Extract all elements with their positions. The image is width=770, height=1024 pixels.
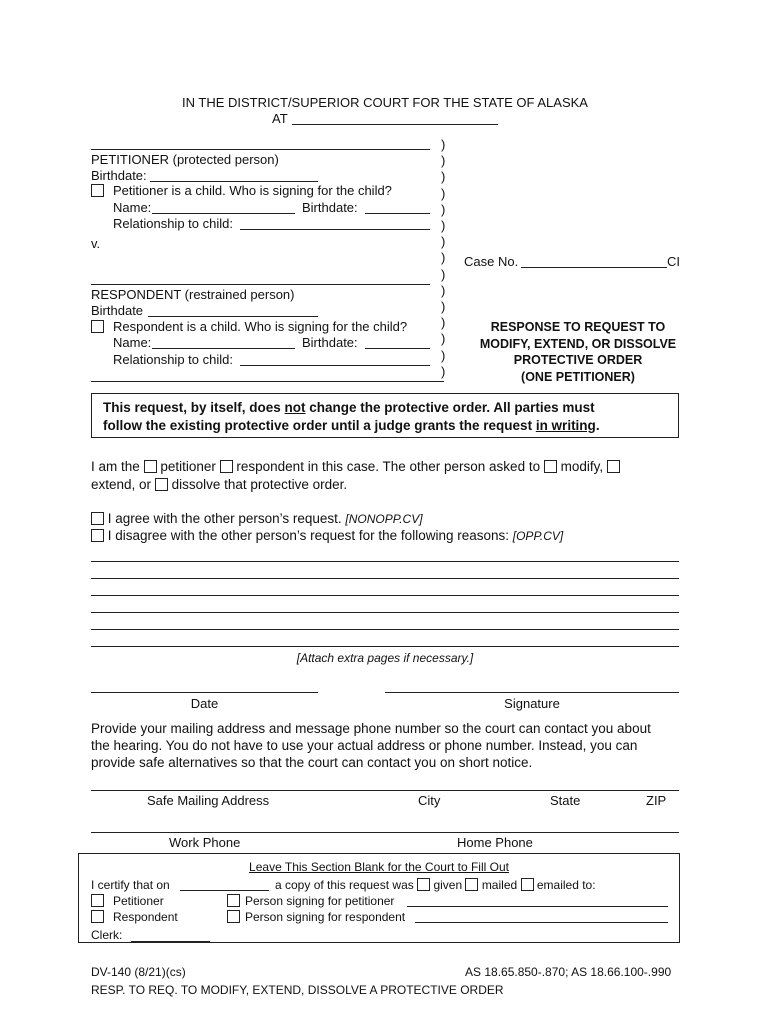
respondent-guardian-birthdate-field[interactable] xyxy=(365,348,430,349)
mailed-checkbox[interactable] xyxy=(465,878,478,891)
certify-date-field[interactable] xyxy=(180,890,269,891)
served-respondent-label: Respondent xyxy=(113,910,178,924)
petitioner-relationship-field[interactable] xyxy=(240,229,430,230)
respondent-label: RESPONDENT (restrained person) xyxy=(91,287,295,302)
respondent-name-field[interactable] xyxy=(91,284,430,285)
respondent-guardian-birthdate-label: Birthdate: xyxy=(302,335,358,350)
respondent-birthdate-label: Birthdate xyxy=(91,303,144,318)
respondent-guardian-name-field[interactable] xyxy=(152,348,295,349)
signing-respondent-field[interactable] xyxy=(415,922,668,923)
respondent-child-text: Respondent is a child. Who is signing for the child? xyxy=(113,319,408,334)
reason-line[interactable] xyxy=(91,595,679,596)
petitioner-name-field[interactable] xyxy=(91,149,430,150)
at-location-field[interactable] xyxy=(292,124,498,125)
petitioner-child-text: Petitioner is a child. Who is signing for the child? xyxy=(113,183,392,198)
petitioner-relationship-label: Relationship to child: xyxy=(113,216,233,231)
home-phone-label: Home Phone xyxy=(457,835,533,850)
respondent-relationship-field[interactable] xyxy=(240,365,430,366)
reason-line[interactable] xyxy=(91,629,679,630)
caption-bottom-rule xyxy=(91,381,444,382)
signature-label: Signature xyxy=(504,696,560,711)
signing-petitioner-label: Person signing for petitioner xyxy=(245,894,395,908)
reason-line[interactable] xyxy=(91,646,679,647)
form-title xyxy=(458,319,698,385)
served-respondent-checkbox[interactable] xyxy=(91,910,104,923)
date-field[interactable] xyxy=(91,692,318,693)
petitioner-guardian-birthdate-field[interactable] xyxy=(365,213,430,214)
form-title-line3: PROTECTIVE ORDER xyxy=(513,353,643,367)
respondent-birthdate-field[interactable] xyxy=(148,316,318,317)
date-label: Date xyxy=(190,696,219,711)
dissolve-checkbox[interactable] xyxy=(155,478,168,491)
zip-label: ZIP xyxy=(646,793,667,808)
contact-instruction-line2: the hearing. You do not have to use your actual address or phone number. Instead, you can xyxy=(91,738,638,753)
notice-line1: This request, by itself, does not change the protective order. All parties must xyxy=(103,400,595,415)
modify-checkbox[interactable] xyxy=(544,460,557,473)
served-signing-petitioner-checkbox[interactable] xyxy=(227,894,240,907)
clerk-field[interactable] xyxy=(131,941,210,942)
notice-line2: follow the existing protective order until a judge grants the request in writing. xyxy=(103,418,600,433)
served-petitioner-checkbox[interactable] xyxy=(91,894,104,907)
emailed-checkbox[interactable] xyxy=(521,878,534,891)
reason-line[interactable] xyxy=(91,612,679,613)
respondent-guardian-name-label: Name: xyxy=(113,335,152,350)
work-phone-label: Work Phone xyxy=(169,835,241,850)
respondent-child-checkbox[interactable] xyxy=(91,320,104,333)
statutes: AS 18.65.850-.870; AS 18.66.100-.990 xyxy=(465,965,672,979)
footer-form-title: RESP. TO REQ. TO MODIFY, EXTEND, DISSOLVE A PROTECTIVE ORDER xyxy=(91,983,504,997)
clerk-label: Clerk: xyxy=(91,928,123,942)
petitioner-guardian-name-field[interactable] xyxy=(152,213,295,214)
agree-row: I agree with the other person’s request. [NONOPP.CV] xyxy=(91,511,423,526)
petitioner-role-checkbox[interactable] xyxy=(144,460,157,473)
respondent-role-checkbox[interactable] xyxy=(220,460,233,473)
form-title-line4: (ONE PETITIONER) xyxy=(521,369,635,384)
form-id: DV-140 (8/21)(cs) xyxy=(91,965,186,979)
given-checkbox[interactable] xyxy=(417,878,430,891)
city-label: City xyxy=(418,793,441,808)
role-line-2: extend, or dissolve that protective order. xyxy=(91,477,348,492)
form-title-line1: RESPONSE TO REQUEST TO xyxy=(490,320,666,334)
served-petitioner-label: Petitioner xyxy=(113,894,164,908)
phone-field[interactable] xyxy=(91,832,679,833)
form-title-line2: MODIFY, EXTEND, OR DISSOLVE xyxy=(479,336,677,351)
court-use-heading: Leave This Section Blank for the Court to Fill Out xyxy=(249,860,509,874)
petitioner-label: PETITIONER (protected person) xyxy=(91,152,279,167)
disagree-row: I disagree with the other person’s request for the following reasons: [OPP.CV] xyxy=(91,528,563,543)
at-label: AT xyxy=(272,111,288,126)
state-label: State xyxy=(550,793,581,808)
safe-mailing-label: Safe Mailing Address xyxy=(147,793,270,808)
served-signing-respondent-checkbox[interactable] xyxy=(227,910,240,923)
certify-label: I certify that on xyxy=(91,878,170,892)
signing-respondent-label: Person signing for respondent xyxy=(245,910,406,924)
signature-field[interactable] xyxy=(385,692,679,693)
contact-instruction-line1: Provide your mailing address and message phone number so the court can contact you about xyxy=(91,721,651,736)
extend-checkbox[interactable] xyxy=(607,460,620,473)
caption-paren-column: ) ) ) ) ) ) ) ) ) ) ) ) ) ) ) xyxy=(441,137,446,379)
address-field[interactable] xyxy=(91,790,679,791)
petitioner-child-checkbox[interactable] xyxy=(91,184,104,197)
disagree-checkbox[interactable] xyxy=(91,529,104,542)
petitioner-guardian-birthdate-label: Birthdate: xyxy=(302,200,358,215)
attach-note: [Attach extra pages if necessary.] xyxy=(296,651,474,665)
reason-line[interactable] xyxy=(91,561,679,562)
case-number-suffix: CI xyxy=(667,254,680,269)
court-heading: IN THE DISTRICT/SUPERIOR COURT FOR THE STATE OF ALASKA xyxy=(182,95,588,110)
role-line: I am the petitioner respondent in this case. The other person asked to modify, xyxy=(91,459,620,474)
respondent-relationship-label: Relationship to child: xyxy=(113,352,233,367)
reason-line[interactable] xyxy=(91,578,679,579)
signing-petitioner-field[interactable] xyxy=(407,906,668,907)
copy-text: a copy of this request was given mailed emailed to: xyxy=(275,878,596,892)
petitioner-guardian-name-label: Name: xyxy=(113,200,152,215)
petitioner-birthdate-field[interactable] xyxy=(150,181,318,182)
notice-box xyxy=(91,393,679,438)
contact-instruction-line3: provide safe alternatives so that the court can contact you on short notice. xyxy=(91,755,533,770)
agree-checkbox[interactable] xyxy=(91,512,104,525)
petitioner-birthdate-label: Birthdate: xyxy=(91,168,147,183)
versus-label: v. xyxy=(91,236,101,251)
case-number-label: Case No. xyxy=(464,254,519,269)
case-number-field[interactable] xyxy=(521,267,667,268)
